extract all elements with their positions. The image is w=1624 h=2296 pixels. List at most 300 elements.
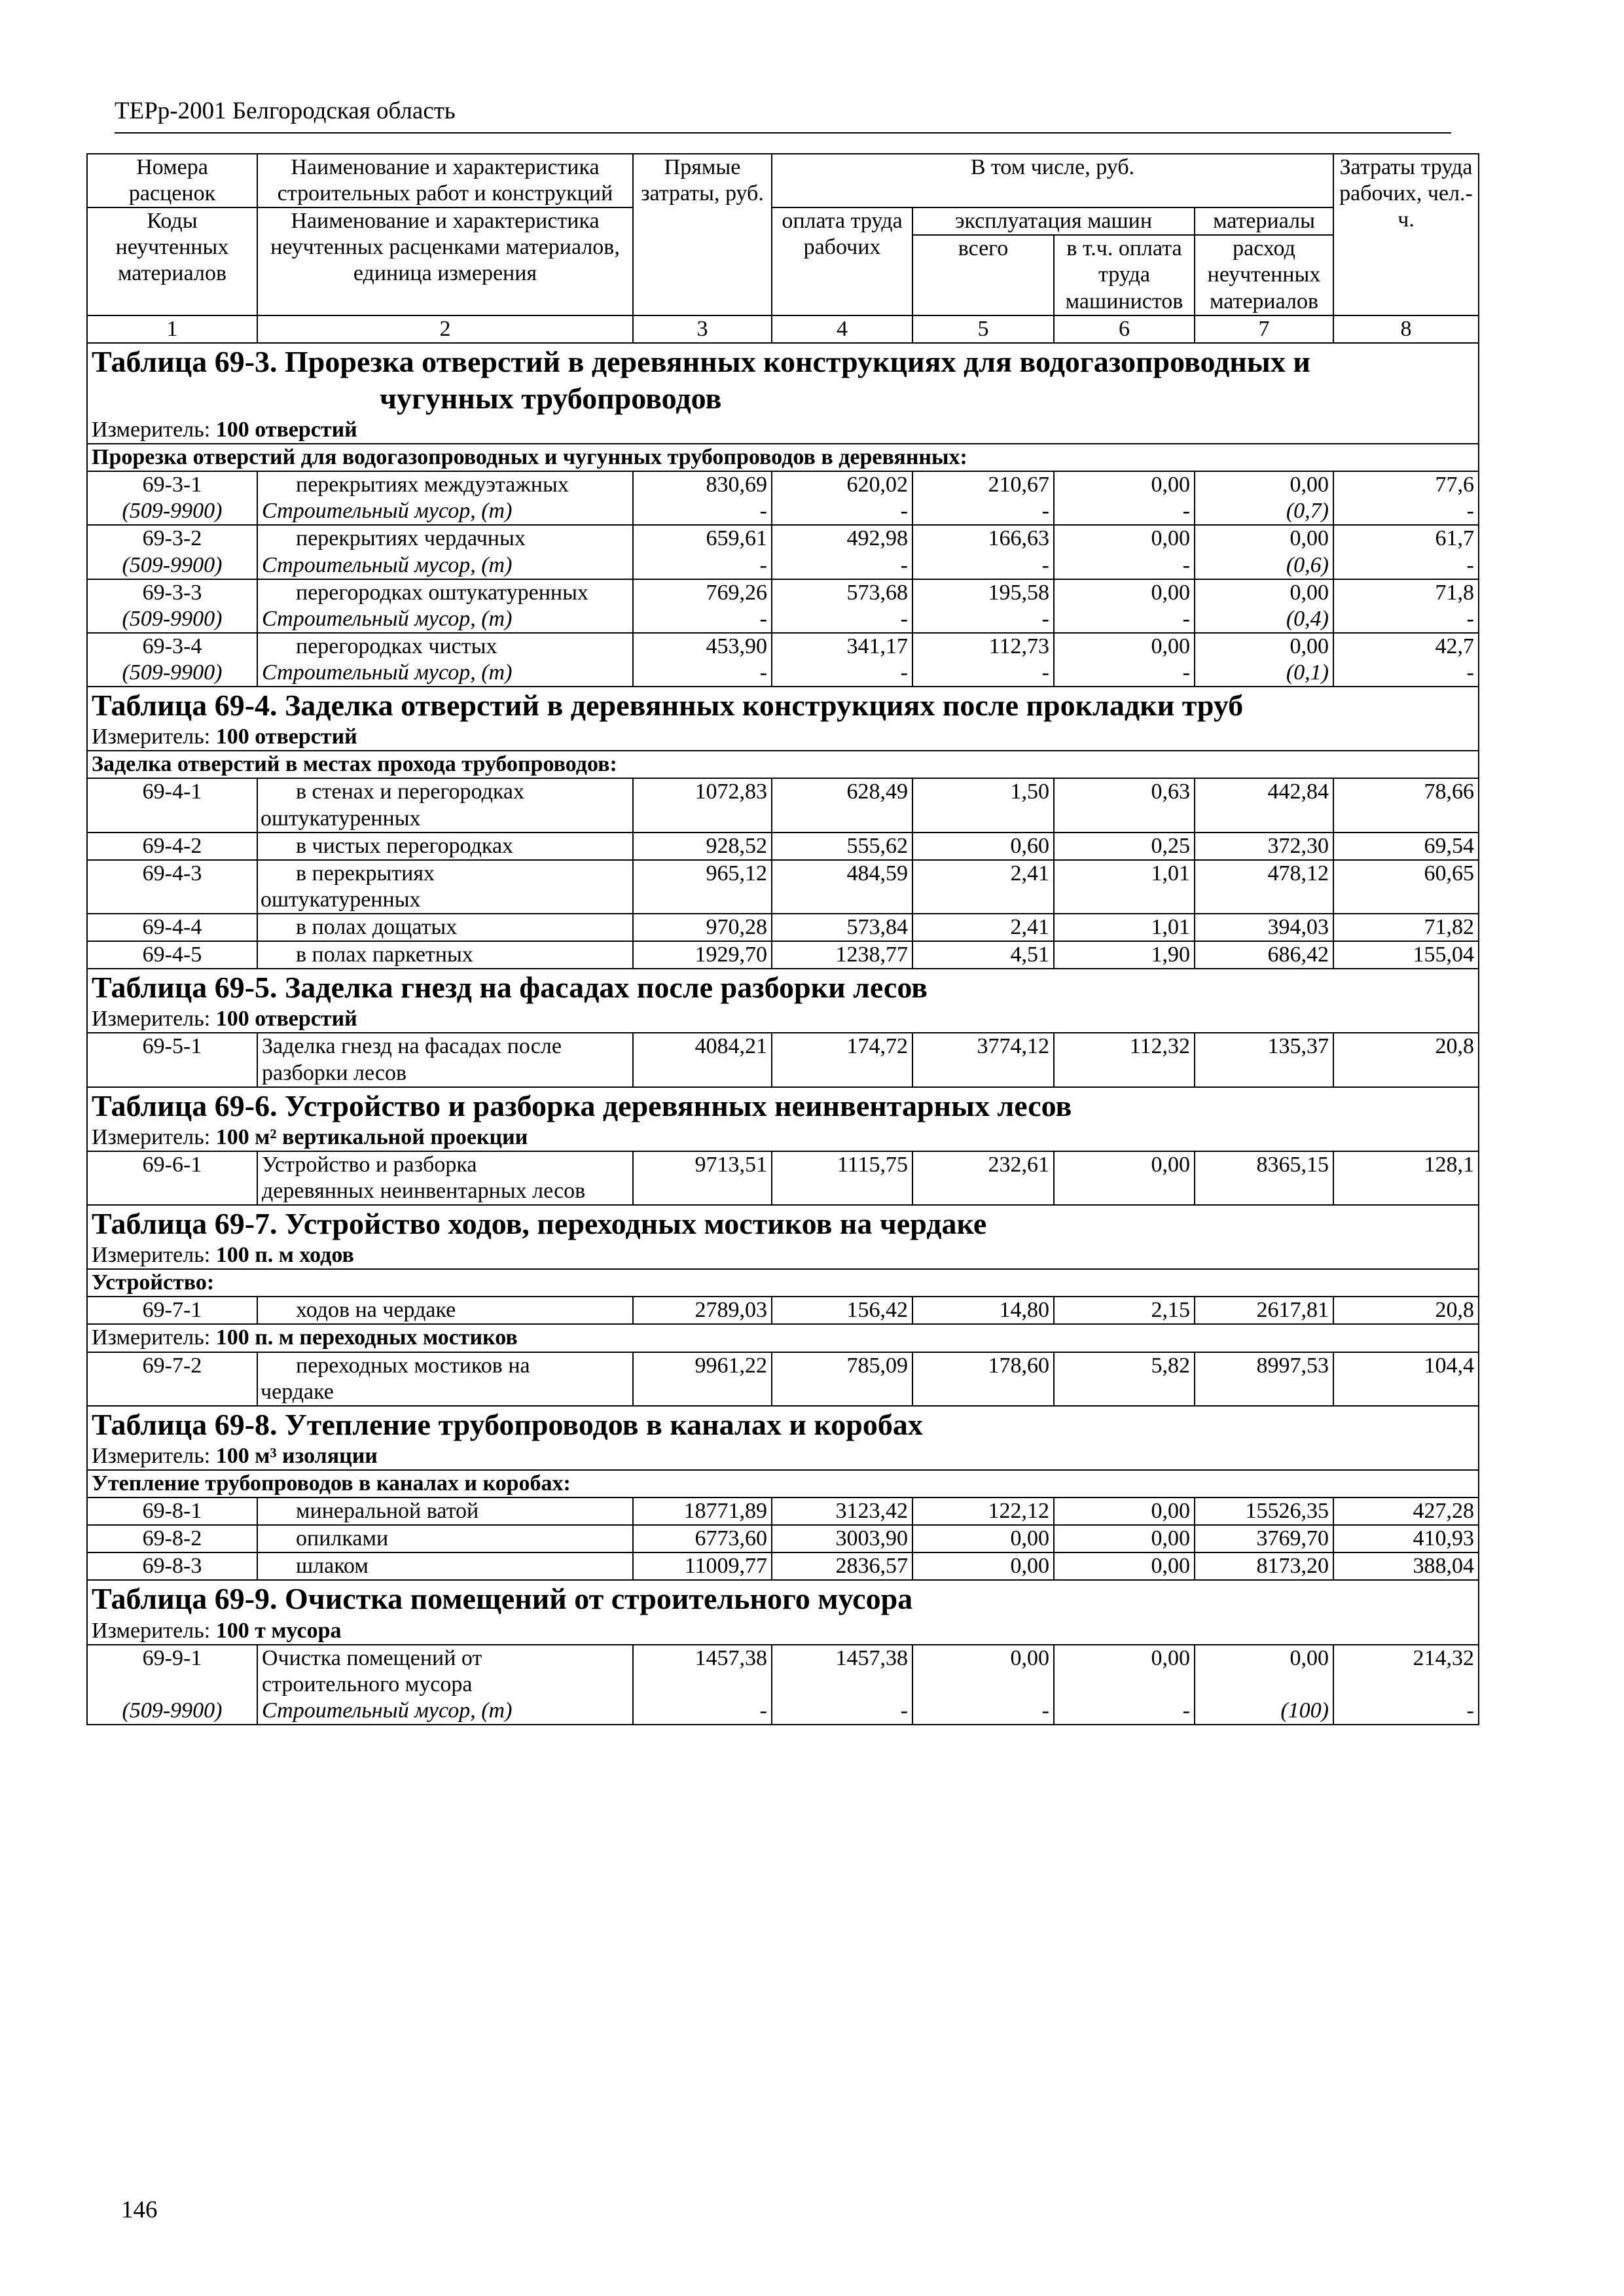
section-subtitle: Заделка отверстий в местах прохода трубопроводов: — [87, 751, 1479, 778]
col-header-machines: эксплуатация машин — [912, 207, 1195, 235]
rate-value: 0,00 — [912, 1525, 1054, 1552]
table-title-continuation: чугунных трубопроводов — [380, 381, 722, 415]
table-row — [87, 1297, 1479, 1324]
rate-value: 0,25 — [1054, 833, 1195, 860]
material-value: - — [1333, 1698, 1479, 1725]
rate-value: 442,84 — [1195, 778, 1333, 832]
rate-code: 69-3-1 — [87, 471, 257, 498]
rate-value: 769,26 — [633, 579, 772, 606]
rate-name — [257, 1552, 633, 1580]
rate-value: 20,8 — [1333, 1297, 1479, 1324]
unit-row — [87, 1242, 1479, 1269]
rate-value: 5,82 — [1054, 1352, 1195, 1406]
rate-value: 60,65 — [1333, 860, 1479, 914]
rate-value: 1115,75 — [772, 1151, 912, 1205]
table-title-text: Таблица 69-3. Прорезка отверстий в деревянных конструкциях для водогазопроводных и — [92, 344, 1310, 378]
rate-value: 2,41 — [912, 914, 1054, 941]
rate-name-cont: строительного мусора — [262, 1672, 473, 1696]
material-value: - — [772, 606, 912, 633]
material-value: - — [912, 552, 1054, 579]
rate-value: 970,28 — [633, 914, 772, 941]
rate-name — [257, 1151, 633, 1205]
unit-label: Измеритель: — [92, 1325, 211, 1350]
table-title-row — [87, 969, 1479, 1006]
material-name: Строительный мусор, (т) — [257, 660, 633, 687]
rate-value: 166,63 — [912, 525, 1054, 552]
rate-name — [257, 579, 633, 606]
rate-value: 128,1 — [1333, 1151, 1479, 1205]
rate-value: 135,37 — [1195, 1033, 1333, 1086]
rate-code: 69-8-3 — [87, 1552, 257, 1580]
unit-value: 100 отверстий — [215, 725, 357, 749]
rate-name-text: ходов на чердаке — [296, 1298, 456, 1323]
rate-value: 61,7 — [1333, 525, 1479, 552]
rate-value: 3003,90 — [772, 1525, 912, 1552]
material-row — [87, 1698, 1479, 1725]
col-header-total: всего — [912, 235, 1054, 315]
rate-value: 0,00 — [1054, 633, 1195, 660]
table-title-text: Таблица 69-8. Утепление трубопроводов в каналах и коробах — [92, 1407, 923, 1441]
rate-value: 659,61 — [633, 525, 772, 552]
material-row — [87, 552, 1479, 579]
rate-name — [257, 525, 633, 552]
rate-value: 8997,53 — [1195, 1352, 1333, 1406]
material-name: Строительный мусор, (т) — [257, 1698, 633, 1725]
rate-name-text: Заделка гнезд на фасадах после — [262, 1034, 562, 1059]
table-title-text: Таблица 69-7. Устройство ходов, переходных мостиков на чердаке — [92, 1207, 987, 1241]
rate-name — [257, 860, 633, 914]
material-value: - — [633, 1698, 772, 1725]
material-row — [87, 606, 1479, 633]
section-subtitle-row — [87, 444, 1479, 471]
material-value: - — [1054, 606, 1195, 633]
unit-line — [87, 1124, 1479, 1151]
material-value: - — [912, 660, 1054, 687]
table-row — [87, 1151, 1479, 1205]
material-code: (509-9900) — [87, 552, 257, 579]
rate-value: 0,00 — [1054, 1525, 1195, 1552]
rate-value: 8365,15 — [1195, 1151, 1333, 1205]
unit-label: Измеритель: — [92, 1443, 211, 1468]
material-name: Строительный мусор, (т) — [257, 552, 633, 579]
rate-value: 0,00 — [1054, 1552, 1195, 1580]
col-number: 6 — [1054, 315, 1195, 343]
rate-name-cont: оштукатуренных — [261, 887, 421, 912]
rate-name-text: в полах паркетных — [296, 942, 473, 967]
rate-name — [257, 1352, 633, 1406]
rate-value: 573,84 — [772, 914, 912, 941]
rate-name-cont: деревянных неинвентарных лесов — [262, 1178, 586, 1203]
rate-value: 410,93 — [1333, 1525, 1479, 1552]
unit-label: Измеритель: — [92, 725, 211, 749]
table-row — [87, 1033, 1479, 1086]
rate-value: 628,49 — [772, 778, 912, 832]
table-row — [87, 1498, 1479, 1525]
rate-value: 71,82 — [1333, 914, 1479, 941]
rate-value: 6773,60 — [633, 1525, 772, 1552]
rate-value: 0,00 — [1195, 633, 1333, 660]
material-name: Строительный мусор, (т) — [257, 606, 633, 633]
rate-value: 484,59 — [772, 860, 912, 914]
rate-value: 0,00 — [1195, 471, 1333, 498]
rate-value: 4,51 — [912, 941, 1054, 969]
material-value: (0,7) — [1195, 498, 1333, 525]
col-number: 8 — [1333, 315, 1479, 343]
col-header-unaccounted: расход неучтенных материалов — [1195, 235, 1333, 315]
table-title-row — [87, 343, 1479, 417]
material-value: - — [912, 1698, 1054, 1725]
col-number: 4 — [772, 315, 912, 343]
rate-value: 104,4 — [1333, 1352, 1479, 1406]
rate-value: 555,62 — [772, 833, 912, 860]
rate-value: 78,66 — [1333, 778, 1479, 832]
table-row — [87, 860, 1479, 914]
rate-name — [257, 941, 633, 969]
material-value: - — [1054, 552, 1195, 579]
material-value: - — [772, 660, 912, 687]
table-header — [87, 154, 1479, 343]
material-name: Строительный мусор, (т) — [257, 498, 633, 525]
rate-value: 8173,20 — [1195, 1552, 1333, 1580]
rate-value: 1,01 — [1054, 860, 1195, 914]
material-value: - — [633, 606, 772, 633]
table-title — [87, 1087, 1479, 1124]
rate-value: 3123,42 — [772, 1498, 912, 1525]
rate-value: 0,00 — [1054, 579, 1195, 606]
col-header-number: Номера расценок — [87, 154, 257, 207]
table-row — [87, 833, 1479, 860]
table-title-row — [87, 687, 1479, 724]
table-title — [87, 1406, 1479, 1443]
table-row — [87, 633, 1479, 660]
unit-label: Измеритель: — [92, 417, 211, 442]
rate-value: 686,42 — [1195, 941, 1333, 969]
table-title-row — [87, 1406, 1479, 1443]
rate-value: 15526,35 — [1195, 1498, 1333, 1525]
table-title-row — [87, 1580, 1479, 1617]
rate-value: 20,8 — [1333, 1033, 1479, 1086]
rate-value: 785,09 — [772, 1352, 912, 1406]
col-header-labor: Затраты труда рабочих, чел.-ч. — [1333, 154, 1479, 315]
rate-value: 11009,77 — [633, 1552, 772, 1580]
rate-code: 69-3-4 — [87, 633, 257, 660]
rate-code: 69-7-1 — [87, 1297, 257, 1324]
rate-value: 427,28 — [1333, 1498, 1479, 1525]
col-number: 2 — [257, 315, 633, 343]
rate-value: 0,00 — [1195, 525, 1333, 552]
rate-value: 155,04 — [1333, 941, 1479, 969]
rate-value: 388,04 — [1333, 1552, 1479, 1580]
rate-value: 1072,83 — [633, 778, 772, 832]
unit-label: Измеритель: — [92, 1124, 211, 1149]
rate-value: 0,00 — [1054, 1151, 1195, 1205]
material-value: - — [912, 498, 1054, 525]
rate-name-cont: оштукатуренных — [261, 806, 421, 831]
rate-value: 174,72 — [772, 1033, 912, 1086]
rate-code: 69-7-2 — [87, 1352, 257, 1406]
section-subtitle-row — [87, 1269, 1479, 1297]
table-title-text: Таблица 69-4. Заделка отверстий в деревянных конструкциях после прокладки труб — [92, 689, 1244, 723]
unit-line — [87, 1618, 1479, 1645]
rate-value: 178,60 — [912, 1352, 1054, 1406]
rate-name-text: в стенах и перегородках — [296, 780, 524, 804]
rate-value: 0,63 — [1054, 778, 1195, 832]
unit-value: 100 отверстий — [215, 1007, 357, 1031]
rate-name-text: шлаком — [296, 1554, 369, 1579]
rate-code: 69-4-2 — [87, 833, 257, 860]
unit-row — [87, 1443, 1479, 1470]
rate-code: 69-8-2 — [87, 1525, 257, 1552]
rate-name — [257, 1645, 633, 1698]
table-row — [87, 471, 1479, 498]
unit-label: Измеритель: — [92, 1007, 211, 1031]
rate-value: 928,52 — [633, 833, 772, 860]
rate-value: 214,32 — [1333, 1645, 1479, 1698]
rate-code: 69-3-3 — [87, 579, 257, 606]
rate-code: 69-4-5 — [87, 941, 257, 969]
unit-line — [87, 1443, 1479, 1470]
col-number: 1 — [87, 315, 257, 343]
rate-name-text: опилками — [296, 1526, 389, 1551]
rate-value: 0,00 — [1195, 579, 1333, 606]
unit-line — [87, 417, 1479, 444]
rate-value: 210,67 — [912, 471, 1054, 498]
rate-value: 341,17 — [772, 633, 912, 660]
rate-value: 14,80 — [912, 1297, 1054, 1324]
table-title-row — [87, 1205, 1479, 1242]
unit-value: 100 м³ изоляции — [215, 1443, 378, 1468]
rate-name — [257, 1297, 633, 1324]
rate-value: 9713,51 — [633, 1151, 772, 1205]
rate-value: 3769,70 — [1195, 1525, 1333, 1552]
rate-value: 232,61 — [912, 1151, 1054, 1205]
material-value: - — [1333, 498, 1479, 525]
table-row — [87, 525, 1479, 552]
table-title — [87, 687, 1479, 724]
col-header-materials: материалы — [1195, 207, 1333, 235]
table-title — [87, 1205, 1479, 1242]
unit-row — [87, 1324, 1479, 1352]
unit-line — [87, 724, 1479, 751]
table-row — [87, 1525, 1479, 1552]
rate-value: 42,7 — [1333, 633, 1479, 660]
rate-value: 4084,21 — [633, 1033, 772, 1086]
material-value: - — [633, 498, 772, 525]
material-value: - — [772, 498, 912, 525]
rate-code: 69-4-1 — [87, 778, 257, 832]
rate-code: 69-3-2 — [87, 525, 257, 552]
rate-name-text: минеральной ватой — [296, 1499, 479, 1524]
rate-value: 1457,38 — [633, 1645, 772, 1698]
table-title-text: Таблица 69-9. Очистка помещений от строительного мусора — [92, 1582, 913, 1616]
rate-value: 1,01 — [1054, 914, 1195, 941]
rate-name-cont: чердаке — [261, 1379, 334, 1404]
rate-value: 1,90 — [1054, 941, 1195, 969]
table-row — [87, 1352, 1479, 1406]
rate-name — [257, 471, 633, 498]
material-value: (0,1) — [1195, 660, 1333, 687]
rate-value: 1238,77 — [772, 941, 912, 969]
table-row — [87, 778, 1479, 832]
rate-value: 0,60 — [912, 833, 1054, 860]
rate-value: 156,42 — [772, 1297, 912, 1324]
unit-label: Измеритель: — [92, 1618, 211, 1643]
rate-name-text: Устройство и разборка — [262, 1152, 477, 1177]
rate-value: 2617,81 — [1195, 1297, 1333, 1324]
material-value: - — [912, 606, 1054, 633]
rate-value: 2,41 — [912, 860, 1054, 914]
unit-line — [87, 1242, 1479, 1269]
material-value: (0,4) — [1195, 606, 1333, 633]
unit-row — [87, 724, 1479, 751]
table-title — [87, 969, 1479, 1006]
unit-row — [87, 1124, 1479, 1151]
table-body — [87, 343, 1479, 1725]
rate-name — [257, 914, 633, 941]
rate-code: 69-6-1 — [87, 1151, 257, 1205]
material-row — [87, 660, 1479, 687]
material-value: - — [1054, 660, 1195, 687]
rate-value: 112,73 — [912, 633, 1054, 660]
page-number: 146 — [121, 2197, 158, 2223]
unit-line — [87, 1006, 1479, 1033]
unit-value: 100 п. м ходов — [215, 1243, 354, 1268]
rate-name-text: перегородках чистых — [296, 634, 497, 658]
rate-name — [257, 1525, 633, 1552]
table-title-text: Таблица 69-6. Устройство и разборка деревянных неинвентарных лесов — [92, 1088, 1072, 1122]
rate-value: 1,50 — [912, 778, 1054, 832]
rate-value: 478,12 — [1195, 860, 1333, 914]
table-row — [87, 1645, 1479, 1698]
rate-name — [257, 1498, 633, 1525]
col-header-operator-wages: в т.ч. оплата труда машинистов — [1054, 235, 1195, 315]
unit-row — [87, 1006, 1479, 1033]
unit-label: Измеритель: — [92, 1243, 211, 1268]
section-subtitle-row — [87, 1470, 1479, 1498]
rate-value: 0,00 — [1054, 525, 1195, 552]
material-code: (509-9900) — [87, 1698, 257, 1725]
unit-value: 100 м² вертикальной проекции — [215, 1124, 528, 1149]
rate-code: 69-4-3 — [87, 860, 257, 914]
col-header-name: Наименование и характеристика строительных работ и конструкций — [257, 154, 633, 207]
rate-value: 122,12 — [912, 1498, 1054, 1525]
rate-value: 0,00 — [1195, 1645, 1333, 1698]
page-header: ТЕРр-2001 Белгородская область — [115, 98, 456, 124]
material-value: (0,6) — [1195, 552, 1333, 579]
material-value: - — [633, 660, 772, 687]
table-row — [87, 914, 1479, 941]
material-value: - — [1333, 552, 1479, 579]
rate-value: 372,30 — [1195, 833, 1333, 860]
rate-name-text: в чистых перегородках — [296, 833, 514, 858]
col-header-codes: Коды неучтенных материалов — [87, 207, 257, 315]
rate-value: 2836,57 — [772, 1552, 912, 1580]
rate-code: 69-9-1 — [87, 1645, 257, 1698]
col-header-including: В том числе, руб. — [772, 154, 1333, 207]
rate-value: 0,00 — [1054, 471, 1195, 498]
rate-value: 2,15 — [1054, 1297, 1195, 1324]
rate-value: 0,00 — [1054, 1645, 1195, 1698]
rate-value: 1929,70 — [633, 941, 772, 969]
material-code: (509-9900) — [87, 606, 257, 633]
rate-value: 2789,03 — [633, 1297, 772, 1324]
table-title-row — [87, 1087, 1479, 1124]
section-subtitle: Прорезка отверстий для водогазопроводных и чугунных трубопроводов в деревянных: — [87, 444, 1479, 471]
rate-name-text: перекрытиях чердачных — [296, 526, 526, 551]
rate-value: 69,54 — [1333, 833, 1479, 860]
table-row — [87, 1552, 1479, 1580]
material-value: (100) — [1195, 1698, 1333, 1725]
rate-name — [257, 1033, 633, 1086]
rate-code: 69-4-4 — [87, 914, 257, 941]
section-subtitle: Устройство: — [87, 1269, 1479, 1297]
rate-name — [257, 833, 633, 860]
rate-value: 1457,38 — [772, 1645, 912, 1698]
rate-name-text: Очистка помещений от — [262, 1645, 482, 1670]
material-value: - — [1333, 660, 1479, 687]
rate-value: 573,68 — [772, 579, 912, 606]
col-header-material-name: Наименование и характеристика неучтенных расценками материалов, единица измерения — [257, 207, 633, 315]
unit-line — [87, 1324, 1479, 1352]
material-value: - — [1054, 498, 1195, 525]
rate-name-text: в перекрытиях — [296, 861, 435, 886]
table-row — [87, 579, 1479, 606]
rate-value: 830,69 — [633, 471, 772, 498]
rate-name-text: перекрытиях междуэтажных — [296, 473, 569, 497]
rate-value: 620,02 — [772, 471, 912, 498]
rate-value: 0,00 — [912, 1552, 1054, 1580]
rate-value: 492,98 — [772, 525, 912, 552]
col-number: 5 — [912, 315, 1054, 343]
rate-value: 3774,12 — [912, 1033, 1054, 1086]
unit-row — [87, 1618, 1479, 1645]
section-subtitle-row — [87, 751, 1479, 778]
material-value: - — [633, 552, 772, 579]
material-value: - — [1333, 606, 1479, 633]
table-title-text: Таблица 69-5. Заделка гнезд на фасадах после разборки лесов — [92, 971, 928, 1005]
rates-table — [86, 153, 1479, 1725]
table-row — [87, 941, 1479, 969]
col-number: 7 — [1195, 315, 1333, 343]
material-value: - — [772, 552, 912, 579]
col-number: 3 — [633, 315, 772, 343]
rate-value: 71,8 — [1333, 579, 1479, 606]
rate-value: 965,12 — [633, 860, 772, 914]
header-rule — [115, 132, 1451, 134]
rate-name-text: переходных мостиков на — [296, 1353, 530, 1378]
unit-value: 100 отверстий — [215, 417, 357, 442]
rate-code: 69-8-1 — [87, 1498, 257, 1525]
rate-name-text: перегородках оштукатуренных — [296, 580, 588, 605]
rate-name — [257, 778, 633, 832]
rate-value: 18771,89 — [633, 1498, 772, 1525]
col-header-wages: оплата труда рабочих — [772, 207, 912, 315]
rate-value: 77,6 — [1333, 471, 1479, 498]
material-code: (509-9900) — [87, 498, 257, 525]
rate-name-cont: разборки лесов — [262, 1060, 407, 1085]
material-value: - — [1054, 1698, 1195, 1725]
unit-row — [87, 417, 1479, 444]
rate-value: 9961,22 — [633, 1352, 772, 1406]
rate-value: 394,03 — [1195, 914, 1333, 941]
rate-code: 69-5-1 — [87, 1033, 257, 1086]
rate-name — [257, 633, 633, 660]
table-title — [87, 343, 1479, 417]
rate-value: 0,00 — [1054, 1498, 1195, 1525]
rate-value: 453,90 — [633, 633, 772, 660]
material-value: - — [772, 1698, 912, 1725]
material-code: (509-9900) — [87, 660, 257, 687]
